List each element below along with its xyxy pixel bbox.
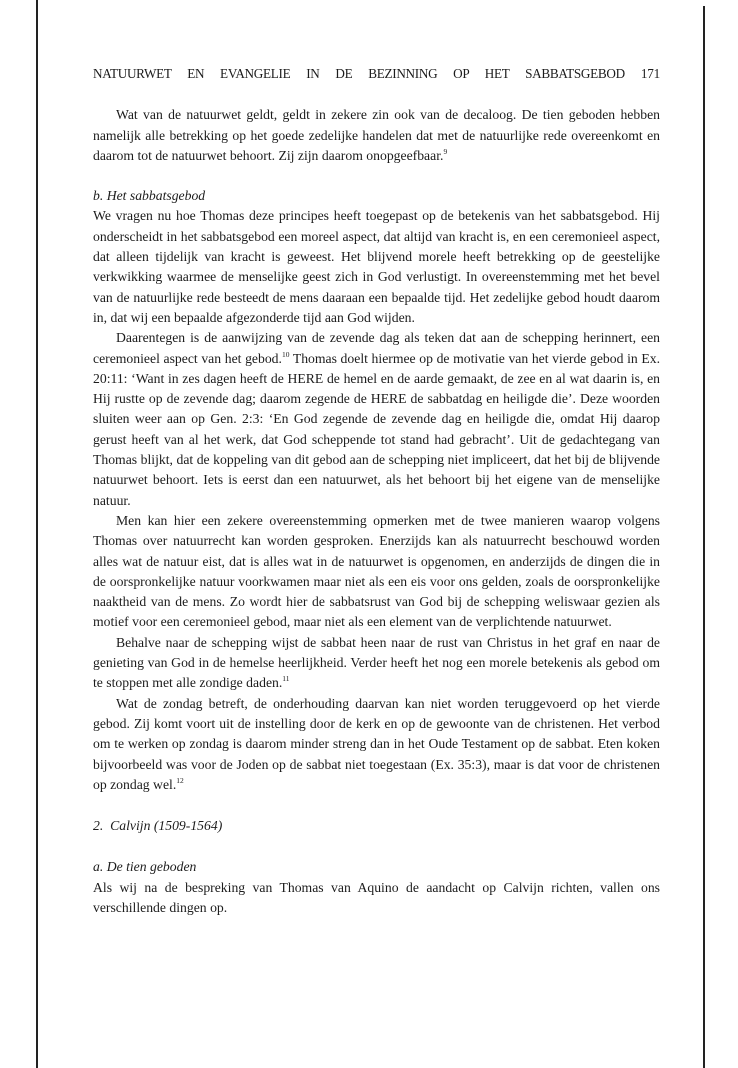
running-head-title: NATUURWET EN EVANGELIE IN DE BEZINNING OP HET SABBATSGEBOD <box>93 66 625 81</box>
page-number: 171 <box>640 66 660 81</box>
paragraph-tien-geboden-1: Als wij na de bespreking van Thomas van Aquino de aandacht op Calvijn richten, vallen ons verschillende dingen op. <box>93 879 660 915</box>
section-heading-tien-geboden: a. De tien geboden <box>93 859 197 875</box>
intro-paragraph <box>93 105 660 166</box>
footnote-ref-10: 10 <box>281 349 290 359</box>
section-heading-calvijn: 2. Calvijn (1509-1564) <box>93 818 223 834</box>
running-head <box>93 64 660 84</box>
page-gutter-line-left <box>36 0 38 1068</box>
paragraph-2-part-b: Thomas doelt hiermee op de motivatie van het vierde gebod in Ex. 20:11: ‘Want in zes dagen heeft de HERE de hemel en de aarde gemaakt, de zee en al wat daarin is, en Hij rustte op de zevende dag; daarom zegende de HERE de sabbatdag en heiligde die’. Deze woorden sluiten weer aan op Gen. 2:3: ‘En God zegende de zevende dag en heiligde die, omdat Hij daarop gerust heeft van al het werk, dat God scheppende tot stand had gebracht’. Uit de gedachtegang van Thomas blijkt, dat de koppeling van dit gebod aan de schepping niet impliceert, dat het bij de blijvende natuurwet behoort. Iets is eerst dan een natuurwet, als het behoort bij het eigene van de menselijke natuur. <box>93 350 660 508</box>
paragraph-sabbatsgebod-1: We vragen nu hoe Thomas deze principes heeft toegepast op de betekenis van het sabbatsgebod. Hij onderscheidt in het sabbatsgebod een moreel aspect, dat altijd van kracht is, en een ceremonieel aspect, dat alleen tijdelijk van kracht is geweest. Het blijvend morele heeft betrekking op de geestelijke verkwikking waarmee de menselijke geest zich in God verlustigt. In overeenstemming met het bevel van de natuurlijke rede besteedt de mens daaraan een bepaalde tijd. Het zedelijke gebod houdt daarom in, dat wij een bepaalde afgezonderde tijd aan God wijden. <box>93 208 660 325</box>
footnote-ref-9: 9 <box>443 146 448 156</box>
paragraph-sabbatsgebod-3: Men kan hier een zekere overeenstemming opmerken met de twee manieren waarop volgens Thomas over natuurrecht kan worden gesproken. Enerzijds kan als natuurrecht beschouwd worden alles wat de natuur eist, dat is alles wat in de natuurwet is opgenomen, en anderzijds de dingen die in de oorspronkelijke natuur voorkwamen maar niet als een eis voor ons gelden, zoals de oorspronkelijke naaktheid van de mens. Zo wordt hier de sabbatsrust van God bij de schepping weliswaar gezien als motief voor een ceremonieel gebod, maar niet als een element van de verplichtende natuurwet. <box>93 512 660 630</box>
paragraph-sabbatsgebod-2 <box>93 328 660 511</box>
section-heading-sabbatsgebod: b. Het sabbatsgebod <box>93 188 206 204</box>
paragraph-5-text: Wat de zondag betreft, de onderhouding daarvan kan niet worden teruggevoerd op het vierde gebod. Zij komt voort uit de instelling door de kerk en op de gewoonte van de christenen. Het verbod om te werken op zondag is daarom minder streng dan in het Oude Testament op de sabbat. Eten koken bijvoorbeeld was voor de Joden op de sabbat niet toegestaan (Ex. 35:3), maar is dat voor de christenen op zondag wel. <box>93 695 660 792</box>
page-gutter-line-right <box>703 6 705 1068</box>
paragraph-sabbatsgebod-5 <box>93 694 660 795</box>
footnote-ref-12: 12 <box>176 775 184 785</box>
footnote-ref-11: 11 <box>282 674 290 684</box>
paragraph-2-part-a: Daarentegen is de aanwijzing van de zevende dag als teken dat aan de schepping herinnert, een ceremonieel aspect van het gebod. <box>93 330 660 366</box>
page-body <box>93 64 660 918</box>
paragraph-4-text: Behalve naar de schepping wijst de sabbat heen naar de rust van Christus in het graf en naar de genieting van God in de hemelse heerlijkheid. Verder heeft het nog een morele betekenis als gebod om te stoppen met alle zondige daden. <box>93 634 660 691</box>
paragraph-sabbatsgebod-4 <box>93 633 660 694</box>
intro-paragraph-text: Wat van de natuurwet geldt, geldt in zekere zin ook van de decaloog. De tien geboden hebben namelijk alle betrekking op het goede zedelijke handelen dat met de natuurlijke rede overeenkomt en daarom tot de natuurwet behoort. Zij zijn daarom onopgeefbaar. <box>93 107 660 163</box>
